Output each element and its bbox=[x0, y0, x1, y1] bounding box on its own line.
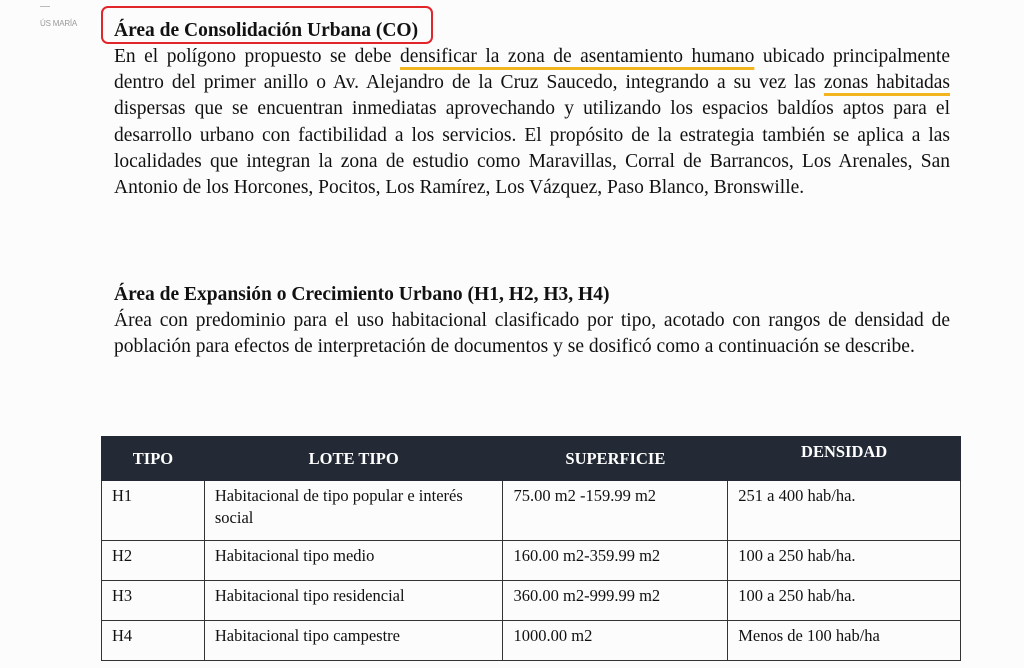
density-table bbox=[101, 436, 961, 661]
section-expansion bbox=[114, 282, 950, 360]
table-row bbox=[102, 621, 961, 661]
section-body-co bbox=[114, 44, 950, 201]
table-row bbox=[102, 581, 961, 621]
cell-tipo: H3 bbox=[102, 581, 205, 621]
header-densidad: DENSIDAD bbox=[728, 437, 961, 481]
table-header-row bbox=[102, 437, 961, 481]
table-row bbox=[102, 541, 961, 581]
co-text-middle: ubicado principalmente dentro del primer anillo o Av. Alejandro de la Cruz Saucedo, integrando a su vez las bbox=[114, 46, 951, 94]
cell-tipo: H2 bbox=[102, 541, 205, 581]
cell-densidad: 100 a 250 hab/ha. bbox=[728, 581, 961, 621]
table-row bbox=[102, 481, 961, 541]
cell-tipo: H4 bbox=[102, 621, 205, 661]
cell-lote-tipo: Habitacional tipo medio bbox=[204, 541, 503, 581]
section-body-h: Área con predominio para el uso habitacional clasificado por tipo, acotado con rangos de densidad de población para efectos de interpretación de documentos y se dosificó como a continuación se describe. bbox=[114, 310, 950, 358]
margin-dash bbox=[40, 6, 50, 7]
margin-header-text: ÚS MARÍA bbox=[40, 19, 78, 28]
highlight-densificar: densificar la zona de asentamiento humano bbox=[400, 46, 755, 67]
co-text-end: dispersas que se encuentran inmediatas aprovechando y utilizando los espacios baldíos aptos para el desarrollo urbano con factibilidad a los servicios. El propósito de la estrategia también se aplica a las localidades que integran la zona de estudio como Maravillas, Corral de Barrancos, Los Arenales, San Antonio de los Horcones, Pocitos, Los Ramírez, Los Vázquez, Paso Blanco, Bronswille. bbox=[114, 98, 950, 199]
cell-densidad: 100 a 250 hab/ha. bbox=[728, 541, 961, 581]
cell-superficie: 360.00 m2-999.99 m2 bbox=[503, 581, 728, 621]
section-heading-co: Área de Consolidación Urbana (CO) bbox=[114, 20, 419, 41]
co-text-start: En el polígono propuesto se debe bbox=[114, 46, 400, 67]
cell-superficie: 160.00 m2-359.99 m2 bbox=[503, 541, 728, 581]
header-tipo: TIPO bbox=[102, 437, 205, 481]
header-superficie: SUPERFICIE bbox=[503, 437, 728, 481]
cell-lote-tipo: Habitacional tipo campestre bbox=[204, 621, 503, 661]
highlight-zonas-habitadas: zonas habitadas bbox=[823, 72, 950, 94]
section-consolidacion bbox=[114, 18, 950, 201]
cell-superficie: 1000.00 m2 bbox=[503, 621, 728, 661]
section-heading-h: Área de Expansión o Crecimiento Urbano (H1, H2, H3, H4) bbox=[114, 284, 610, 305]
cell-lote-tipo: Habitacional de tipo popular e interés social bbox=[204, 481, 503, 541]
cell-superficie: 75.00 m2 -159.99 m2 bbox=[503, 481, 728, 541]
header-lote-tipo: LOTE TIPO bbox=[204, 437, 503, 481]
cell-densidad: Menos de 100 hab/ha bbox=[728, 621, 961, 661]
cell-tipo: H1 bbox=[102, 481, 205, 541]
cell-densidad: 251 a 400 hab/ha. bbox=[728, 481, 961, 541]
cell-lote-tipo: Habitacional tipo residencial bbox=[204, 581, 503, 621]
